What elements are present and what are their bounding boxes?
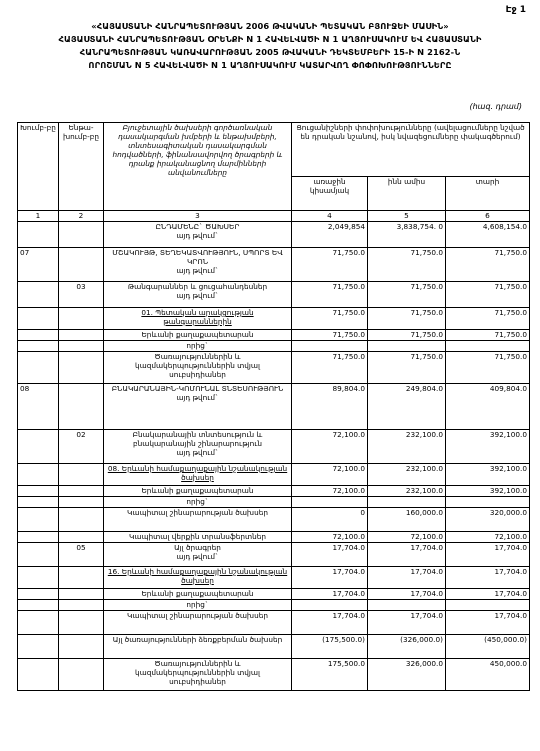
group-code xyxy=(18,497,59,508)
value-nine-months: 71,750.0 xyxy=(368,330,446,341)
sub-label: այդ թվում` xyxy=(176,231,219,240)
col-number: 6 xyxy=(446,211,530,222)
value-half-year: 71,750.0 xyxy=(292,282,368,308)
group-code xyxy=(18,282,59,308)
item-name: Երևանի քաղաքապետարան xyxy=(141,589,254,598)
table-row xyxy=(18,611,530,635)
group-code xyxy=(18,430,59,464)
item-name-cell xyxy=(104,384,292,430)
subgroup-code xyxy=(59,659,104,691)
table-row xyxy=(18,248,530,282)
col-number: 5 xyxy=(368,211,446,222)
item-name-cell xyxy=(104,532,292,543)
subgroup-code xyxy=(59,222,104,248)
value-year: 392,100.0 xyxy=(446,486,530,497)
group-code xyxy=(18,341,59,352)
item-name-cell xyxy=(104,464,292,486)
item-name: Կապիտալ շինարարության ծախսեր xyxy=(127,508,268,517)
subgroup-code xyxy=(59,567,104,589)
value-nine-months: (326,000.0) xyxy=(368,635,446,659)
sub-label: այդ թվում` xyxy=(176,291,219,300)
sub-label: որից` xyxy=(186,497,209,506)
header-year: տարի xyxy=(446,177,530,211)
col-number: 3 xyxy=(104,211,292,222)
sub-label: այդ թվում` xyxy=(176,552,219,561)
value-year: 17,704.0 xyxy=(446,611,530,635)
table-row xyxy=(18,282,530,308)
item-name: Այլ ծրագրեր xyxy=(174,543,221,552)
table-row xyxy=(18,497,530,508)
header-changes: Ցուցանիշների փոփոխությունները (ավելացումները նշված են դրական նշանով, իսկ նվազեցումները փակագծերում) xyxy=(292,123,530,177)
value-year: 392,100.0 xyxy=(446,464,530,486)
item-name: 16. Երևանի համաքաղաքային նշանակության ծախսեր xyxy=(107,567,288,585)
table-row xyxy=(18,589,530,600)
value-year: 17,704.0 xyxy=(446,589,530,600)
item-name: Երևանի քաղաքապետարան xyxy=(141,486,254,495)
subgroup-code xyxy=(59,308,104,330)
table-row xyxy=(18,341,530,352)
item-name-cell xyxy=(104,352,292,384)
value-year: 71,750.0 xyxy=(446,330,530,341)
group-code xyxy=(18,508,59,532)
value-half-year: 17,704.0 xyxy=(292,611,368,635)
subgroup-code xyxy=(59,352,104,384)
item-name-cell xyxy=(104,330,292,341)
value-year xyxy=(446,600,530,611)
group-code xyxy=(18,464,59,486)
value-half-year: (175,500.0) xyxy=(292,635,368,659)
budget-table xyxy=(17,122,530,691)
subgroup-code xyxy=(59,464,104,486)
subgroup-code xyxy=(59,532,104,543)
col-number: 4 xyxy=(292,211,368,222)
value-year xyxy=(446,497,530,508)
item-name-cell xyxy=(104,248,292,282)
value-nine-months: 71,750.0 xyxy=(368,282,446,308)
item-name-cell xyxy=(104,635,292,659)
value-year: 17,704.0 xyxy=(446,543,530,567)
value-half-year xyxy=(292,341,368,352)
subgroup-code xyxy=(59,508,104,532)
value-nine-months: 249,804.0 xyxy=(368,384,446,430)
item-name-cell xyxy=(104,611,292,635)
value-nine-months: 17,704.0 xyxy=(368,611,446,635)
value-year: 71,750.0 xyxy=(446,308,530,330)
header-group: Խումբ-բը xyxy=(18,123,59,211)
table-row xyxy=(18,600,530,611)
value-half-year: 17,704.0 xyxy=(292,543,368,567)
item-name: 08. Երևանի համաքաղաքային նշանակության ծախսեր xyxy=(107,464,288,482)
item-name-cell xyxy=(104,341,292,352)
table-row xyxy=(18,532,530,543)
header-name: Բյուջետային ծախսերի գործառնական դասակարգման խմբերի և ենթախմբերի, տնտեսագիտական դասակարգման հոդվածների, ֆինանսավորվող ծրագրերի և դրանք իրականացնող մարմինների անվանումները xyxy=(104,123,292,211)
item-name: Կապիտալ վերքին տրանսֆերտներ xyxy=(129,532,266,541)
value-year: 71,750.0 xyxy=(446,282,530,308)
subgroup-code xyxy=(59,330,104,341)
table-row xyxy=(18,222,530,248)
subgroup-code: 05 xyxy=(59,543,104,567)
value-nine-months: 326,000.0 xyxy=(368,659,446,691)
value-half-year: 72,100.0 xyxy=(292,486,368,497)
value-year: 72,100.0 xyxy=(446,532,530,543)
subgroup-code: 02 xyxy=(59,430,104,464)
item-name: Այլ ծառայությունների ձեռքբերման ծախսեր xyxy=(112,635,283,644)
table-row xyxy=(18,486,530,497)
value-year: 4,608,154.0 xyxy=(446,222,530,248)
item-name-cell xyxy=(104,600,292,611)
value-nine-months: 71,750.0 xyxy=(368,308,446,330)
item-name-cell xyxy=(104,543,292,567)
value-half-year: 71,750.0 xyxy=(292,308,368,330)
value-half-year xyxy=(292,497,368,508)
group-code xyxy=(18,611,59,635)
group-code xyxy=(18,352,59,384)
value-year: 320,000.0 xyxy=(446,508,530,532)
value-nine-months: 232,100.0 xyxy=(368,430,446,464)
item-name: Ծառայություններին և կազմակերպություններին տվյալ սուբսիդիաներ xyxy=(135,659,260,686)
group-code xyxy=(18,532,59,543)
value-year: 17,704.0 xyxy=(446,567,530,589)
value-half-year: 175,500.0 xyxy=(292,659,368,691)
table-row xyxy=(18,308,530,330)
subgroup-code xyxy=(59,611,104,635)
value-half-year: 71,750.0 xyxy=(292,330,368,341)
item-name-cell xyxy=(104,567,292,589)
group-code xyxy=(18,543,59,567)
item-name-cell xyxy=(104,308,292,330)
value-nine-months: 17,704.0 xyxy=(368,589,446,600)
table-row xyxy=(18,543,530,567)
col-number: 1 xyxy=(18,211,59,222)
value-nine-months: 72,100.0 xyxy=(368,532,446,543)
item-name-cell xyxy=(104,282,292,308)
subgroup-code xyxy=(59,341,104,352)
subgroup-code xyxy=(59,248,104,282)
item-name-cell xyxy=(104,222,292,248)
group-code xyxy=(18,330,59,341)
subgroup-code xyxy=(59,384,104,430)
col-number: 2 xyxy=(59,211,104,222)
value-half-year: 17,704.0 xyxy=(292,589,368,600)
table-row xyxy=(18,508,530,532)
title-line: ՀԱՅԱՍՏԱՆԻ ՀԱՆՐԱՊԵՏՈՒԹՅԱՆ ՕՐԵՆՔԻ N 1 ՀԱՎԵԼՎԱԾԻ N 1 ԱՂՅՈՒՍԱԿՈՒՄ ԵՎ ՀԱՅԱՍՏԱՆԻ xyxy=(58,34,482,44)
group-code xyxy=(18,659,59,691)
group-code xyxy=(18,600,59,611)
item-name: ԲՆԱԿԱՐԱՆԱՅԻՆ-ԿՈՄՈՒՆԱԼ ՏՆՏԵՍՈՒԹՅՈՒՆ xyxy=(111,384,284,393)
value-half-year: 2,049,854 xyxy=(292,222,368,248)
item-name: ՄՇԱԿՈՒՅԹ, ՏԵՂԵԿԱՏՎՈՒԹՅՈՒՆ, ՍՊՈՐՏ ԵՎ ԿՐՈՆ xyxy=(112,248,283,266)
value-nine-months: 71,750.0 xyxy=(368,352,446,384)
table-row xyxy=(18,635,530,659)
sub-label: այդ թվում` xyxy=(176,448,219,457)
item-name: Բնակարանային տնտեսություն և բնակարանային շինարարություն xyxy=(132,430,263,448)
item-name: Թանգարաններ և ցուցահանդեսներ xyxy=(127,282,268,291)
item-name-cell xyxy=(104,659,292,691)
value-nine-months: 3,838,754. 0 xyxy=(368,222,446,248)
item-name-cell xyxy=(104,497,292,508)
value-half-year: 72,100.0 xyxy=(292,532,368,543)
item-name: Ծառայություններին և կազմակերպություններին տվյալ սուբսիդիաներ xyxy=(135,352,260,379)
group-code xyxy=(18,486,59,497)
value-nine-months xyxy=(368,341,446,352)
value-year: 450,000.0 xyxy=(446,659,530,691)
header-subgroup: Ենթա-խումբ-բը xyxy=(59,123,104,211)
value-year xyxy=(446,341,530,352)
value-nine-months xyxy=(368,497,446,508)
group-code xyxy=(18,589,59,600)
value-half-year: 71,750.0 xyxy=(292,248,368,282)
item-name: Երևանի քաղաքապետարան xyxy=(141,330,254,339)
title-line: ՀԱՆՐԱՊԵՏՈՒԹՅԱՆ ԿԱՌԱՎԱՐՈՒԹՅԱՆ 2005 ԹՎԱԿԱՆԻ ԴԵԿՏԵՄԲԵՐԻ 15-Ի N 2162-Ն xyxy=(79,47,461,57)
value-year: 392,100.0 xyxy=(446,430,530,464)
value-year: 71,750.0 xyxy=(446,248,530,282)
group-code xyxy=(18,308,59,330)
sub-label: այդ թվում` xyxy=(176,393,219,402)
value-year: 409,804.0 xyxy=(446,384,530,430)
group-code xyxy=(18,567,59,589)
group-code: 08 xyxy=(18,384,59,430)
value-half-year: 0 xyxy=(292,508,368,532)
sub-label: որից` xyxy=(186,341,209,350)
subgroup-code xyxy=(59,635,104,659)
value-half-year: 89,804.0 xyxy=(292,384,368,430)
table-row xyxy=(18,352,530,384)
item-name-cell xyxy=(104,589,292,600)
subgroup-code xyxy=(59,486,104,497)
page-number: Էջ 1 xyxy=(505,5,526,15)
sub-label: որից` xyxy=(186,600,209,609)
item-name: 01. Պետական արակցության թանգարաններին xyxy=(141,308,254,326)
item-name: Կապիտալ շինարարության ծախսեր xyxy=(127,611,268,620)
document-title xyxy=(0,20,540,72)
item-name-cell xyxy=(104,430,292,464)
title-line: «ՀԱՅԱՍՏԱՆԻ ՀԱՆՐԱՊԵՏՈՒԹՅԱՆ 2006 ԹՎԱԿԱՆԻ ՊԵՏԱԿԱՆ ԲՅՈՒՋԵԻ ՄԱՍԻՆ» xyxy=(91,21,449,31)
value-nine-months xyxy=(368,600,446,611)
value-year: (450,000.0) xyxy=(446,635,530,659)
value-half-year: 17,704.0 xyxy=(292,567,368,589)
value-year: 71,750.0 xyxy=(446,352,530,384)
item-name-cell xyxy=(104,486,292,497)
table-row xyxy=(18,659,530,691)
value-nine-months: 232,100.0 xyxy=(368,486,446,497)
subgroup-code xyxy=(59,600,104,611)
header-half-year: առաջին կիսամյակ xyxy=(292,177,368,211)
value-half-year: 72,100.0 xyxy=(292,464,368,486)
group-code xyxy=(18,222,59,248)
subgroup-code: 03 xyxy=(59,282,104,308)
item-name-cell xyxy=(104,508,292,532)
value-half-year xyxy=(292,600,368,611)
value-nine-months: 160,000.0 xyxy=(368,508,446,532)
table-row xyxy=(18,567,530,589)
group-code: 07 xyxy=(18,248,59,282)
table-row xyxy=(18,464,530,486)
title-line: ՈՐՈՇՄԱՆ N 5 ՀԱՎԵԼՎԱԾԻ N 1 ԱՂՅՈՒՍԱԿՈՒՄ ԿԱՏԱՐՎՈՂ ՓՈՓՈԽՈՒԹՅՈՒՆՆԵՐԸ xyxy=(88,60,452,70)
group-code xyxy=(18,635,59,659)
sub-label: այդ թվում` xyxy=(176,266,219,275)
units-label: (հազ. դրամ) xyxy=(469,102,522,111)
value-nine-months: 17,704.0 xyxy=(368,543,446,567)
value-half-year: 71,750.0 xyxy=(292,352,368,384)
header-nine-months: ինն ամիս xyxy=(368,177,446,211)
table-row xyxy=(18,384,530,430)
value-half-year: 72,100.0 xyxy=(292,430,368,464)
subgroup-code xyxy=(59,589,104,600)
value-nine-months: 17,704.0 xyxy=(368,567,446,589)
table-row xyxy=(18,330,530,341)
subgroup-code xyxy=(59,497,104,508)
item-name: ԸՆԴԱՄԵՆԸ` ԾԱԽՍԵՐ xyxy=(155,222,240,231)
value-nine-months: 71,750.0 xyxy=(368,248,446,282)
value-nine-months: 232,100.0 xyxy=(368,464,446,486)
table-row xyxy=(18,430,530,464)
